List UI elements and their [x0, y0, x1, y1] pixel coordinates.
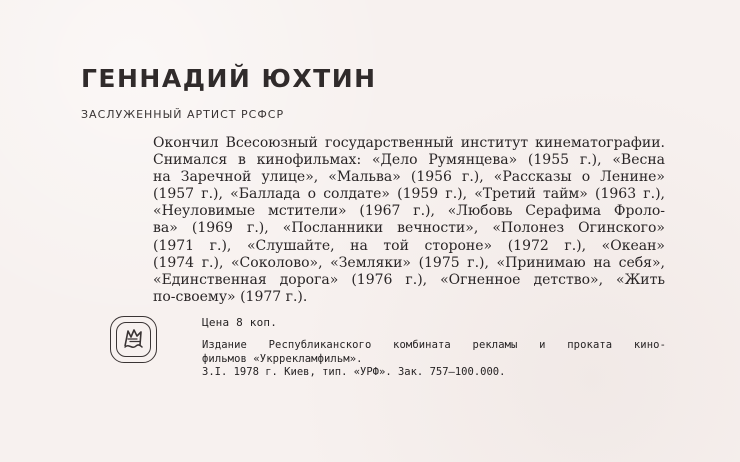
print-information: 3.I. 1978 г. Киев, тип. «УРФ». Зак. 757—100.000. — [202, 366, 506, 378]
biography-line: (1971 г.), «Слушайте, на той стороне» (1972 г.), «Океан» — [153, 237, 665, 254]
biography-line: по-своему» (1977 г.). — [153, 288, 308, 305]
biography-line: Окончил Всесоюзный государственный институт кинематографии. — [153, 135, 665, 151]
publisher-logo-icon — [110, 316, 157, 363]
price-text: Цена 8 коп. — [202, 316, 278, 329]
honorary-title: ЗАСЛУЖЕННЫЙ АРТИСТ РСФСР — [81, 108, 285, 121]
publisher-line: фильмов «Укррекламфильм». — [202, 352, 363, 365]
biography — [153, 135, 665, 306]
biography-line: (1957 г.), «Баллада о солдате» (1959 г.), «Третий тайм» (1963 г.), — [153, 186, 665, 203]
actor-name: ГЕННАДИЙ ЮХТИН — [81, 64, 377, 93]
publisher-line: Издание Республиканского комбината рекламы и проката кино- — [202, 339, 666, 351]
biography-line: (1974 г.), «Соколово», «Земляки» (1975 г.), «Принимаю на себя», — [153, 254, 665, 271]
publisher-info — [202, 339, 666, 366]
biography-line: на Заречной улице», «Мальва» (1956 г.), «Рассказы о Ленине» — [153, 169, 665, 186]
biography-line: Снимался в кинофильмах: «Дело Румянцева» (1955 г.), «Весна — [153, 152, 665, 169]
biography-line: ва» (1969 г.), «Посланники вечности», «Полонез Огинского» — [153, 220, 665, 237]
biography-line: «Неуловимые мстители» (1967 г.), «Любовь Серафима Фроло- — [153, 203, 665, 220]
biography-line: «Единственная дорога» (1976 г.), «Огненное детство», «Жить — [153, 271, 665, 288]
